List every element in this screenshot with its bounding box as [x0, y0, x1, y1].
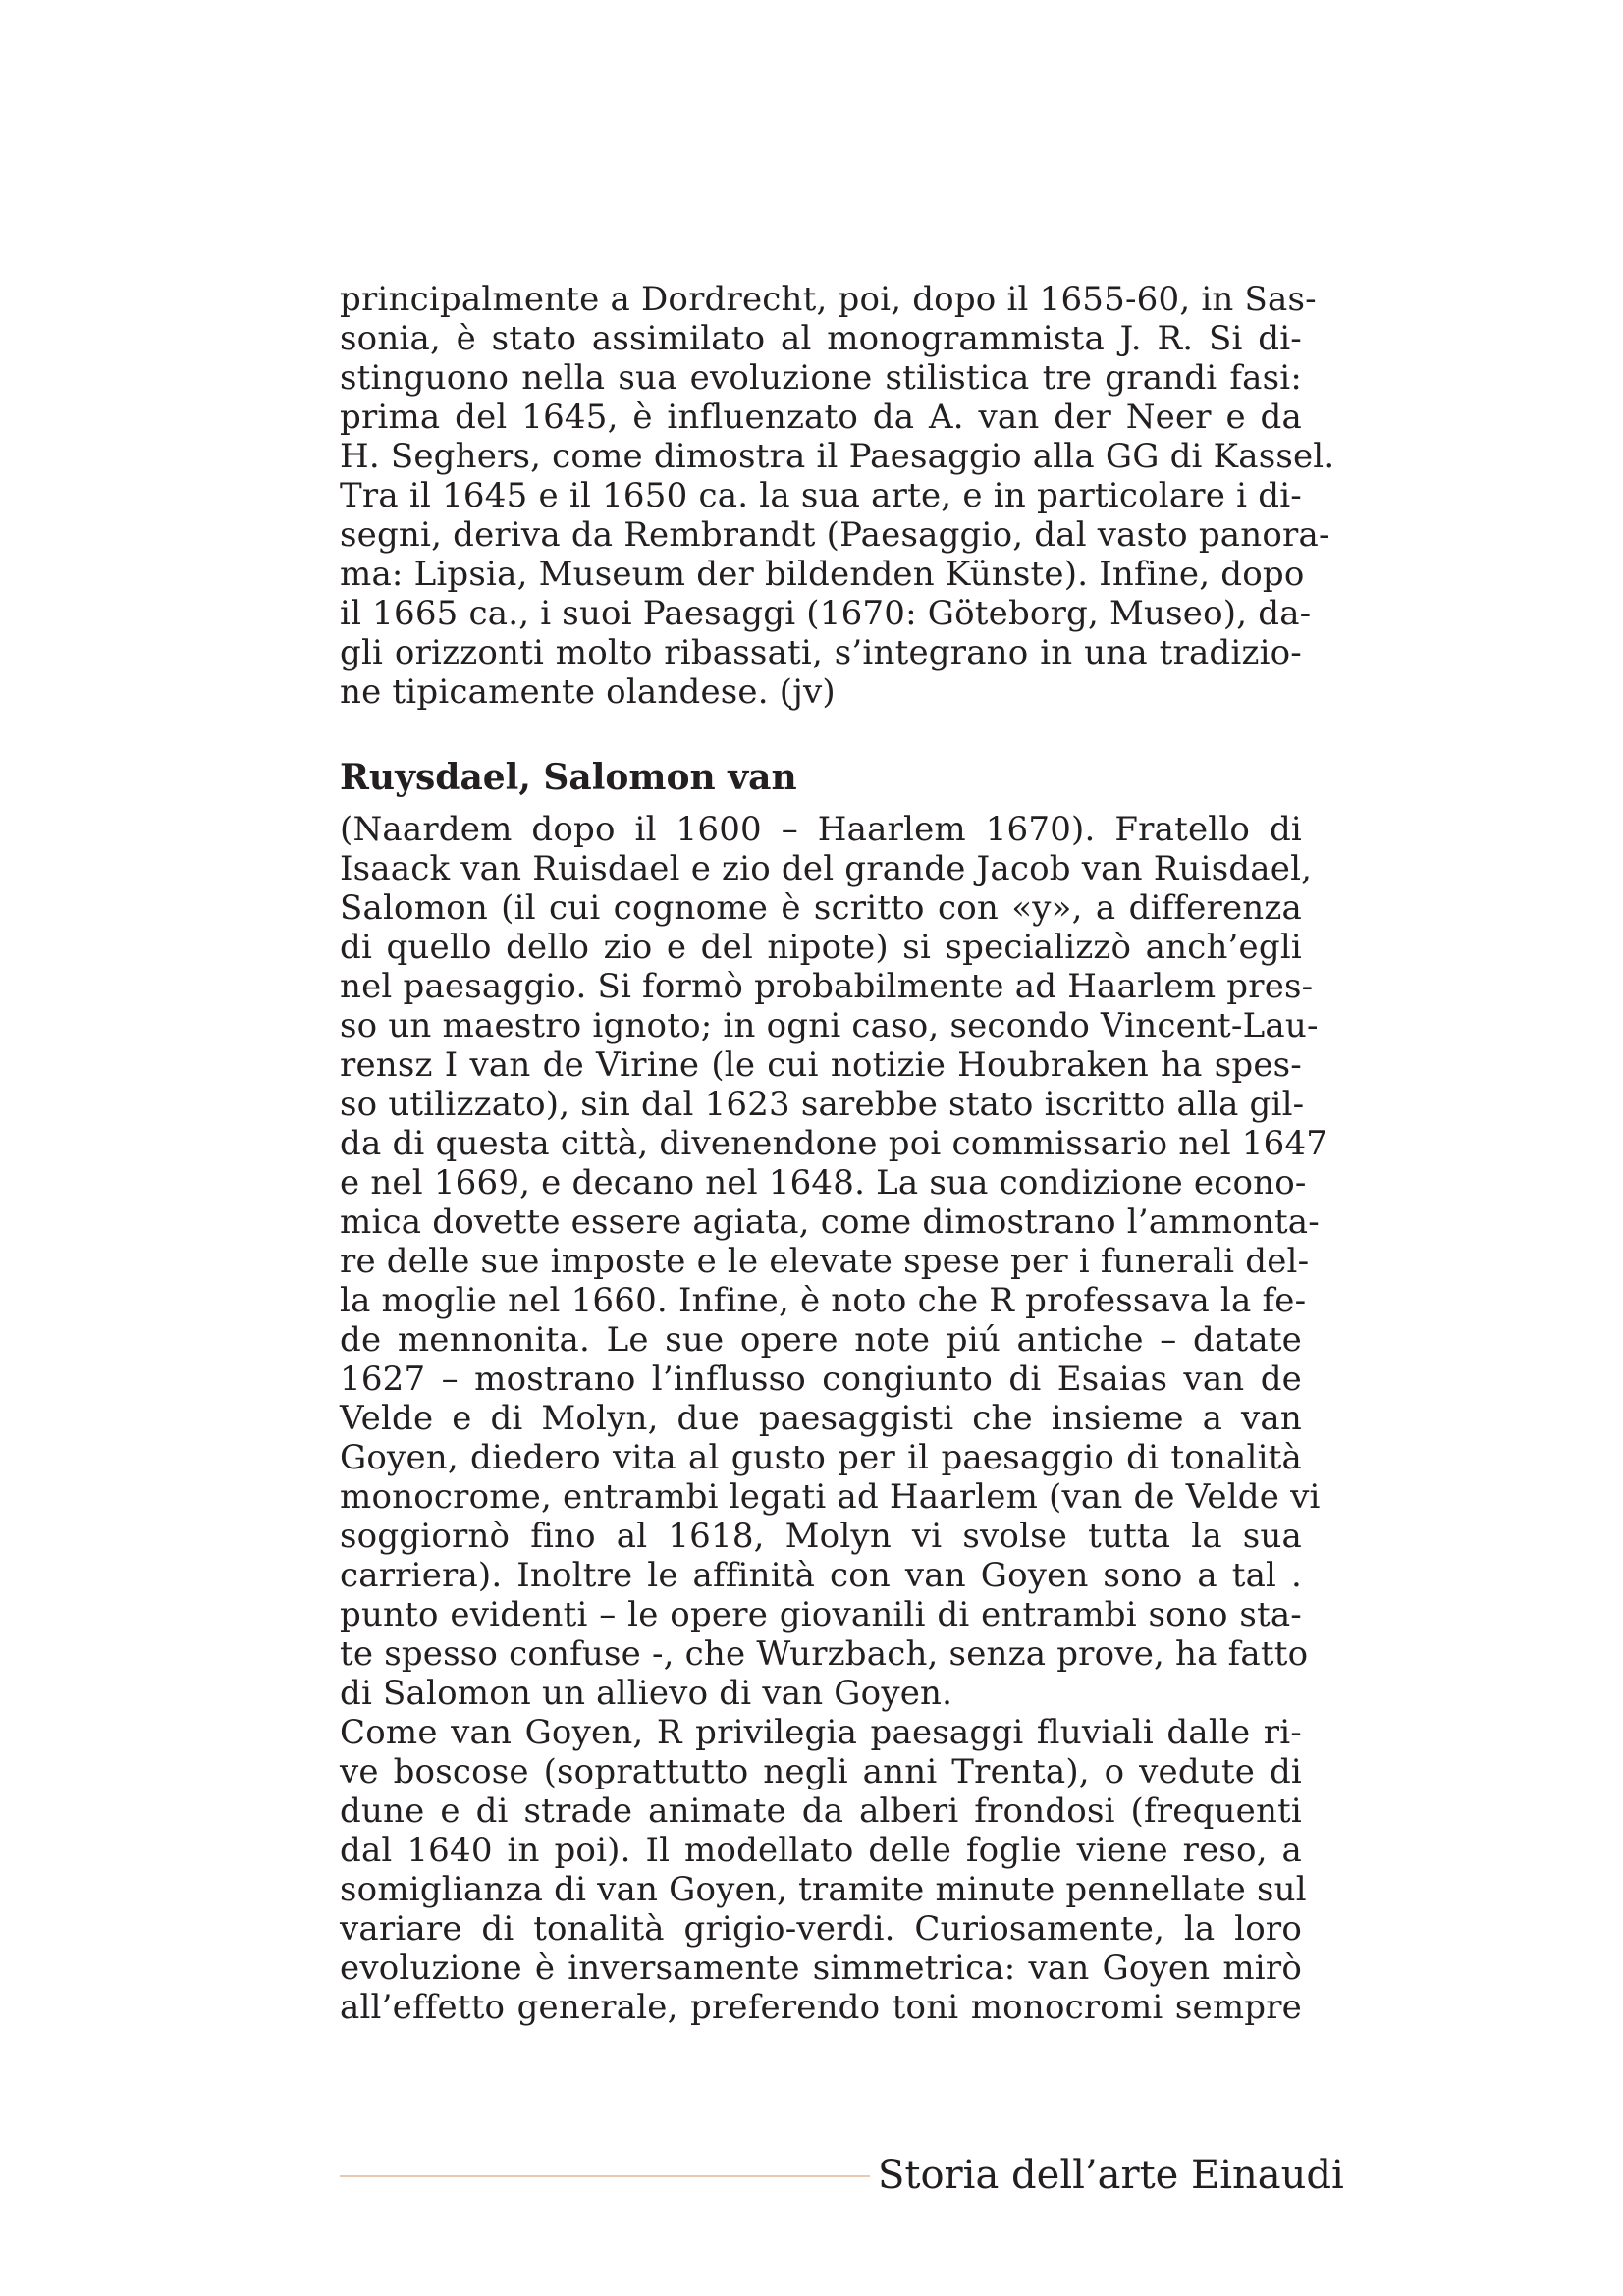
- text-line: Isaack van Ruisdael e zio del grande Jacob van Ruisdael,: [340, 849, 1313, 888]
- text-line: 1627 – mostrano l’influsso congiunto di Esaias van de: [340, 1360, 1302, 1399]
- text-line: mica dovette essere agiata, come dimostrano l’ammonta-: [340, 1202, 1320, 1242]
- text-line: ne tipicamente olandese. (jv): [340, 672, 836, 712]
- text-line: Come van Goyen, R privilegia paesaggi fluviali dalle ri-: [340, 1713, 1302, 1752]
- text-line: variare di tonalità grigio-verdi. Curiosamente, la loro: [340, 1909, 1302, 1949]
- text-line: Goyen, diedero vita al gusto per il paesaggio di tonalità: [340, 1438, 1302, 1477]
- text-line: punto evidenti – le opere giovanili di entrambi sono sta-: [340, 1595, 1302, 1634]
- text-line: rensz I van de Virine (le cui notizie Houbraken ha spes-: [340, 1045, 1302, 1085]
- text-line: la moglie nel 1660. Infine, è noto che R professava la fe-: [340, 1281, 1307, 1320]
- text-line: H. Seghers, come dimostra il Paesaggio alla GG di Kassel.: [340, 437, 1335, 476]
- footer-rule: [340, 2175, 870, 2177]
- text-line: te spesso confuse -, che Wurzbach, senza prove, ha fatto: [340, 1634, 1309, 1674]
- text-line: carriera). Inoltre le affinità con van Goyen sono a tal .: [340, 1556, 1302, 1595]
- text-line: monocrome, entrambi legati ad Haarlem (van de Velde vi: [340, 1477, 1321, 1517]
- text-line: sonia, è stato assimilato al monogrammista J. R. Si di-: [340, 319, 1302, 358]
- text-line: di Salomon un allievo di van Goyen.: [340, 1674, 953, 1713]
- text-line: di quello dello zio e del nipote) si specializzò anch’egli: [340, 928, 1302, 967]
- text-line: da di questa città, divenendone poi commissario nel 1647: [340, 1124, 1328, 1163]
- text-line: gli orizzonti molto ribassati, s’integrano in una tradizio-: [340, 633, 1302, 672]
- text-line: principalmente a Dordrecht, poi, dopo il 1655-60, in Sas-: [340, 280, 1317, 319]
- text-line: segni, deriva da Rembrandt (Paesaggio, dal vasto panora-: [340, 515, 1330, 555]
- text-line: (Naardem dopo il 1600 – Haarlem 1670). Fratello di: [340, 810, 1302, 849]
- text-line: dal 1640 in poi). Il modellato delle foglie viene reso, a: [340, 1831, 1302, 1870]
- text-line: evoluzione è inversamente simmetrica: van Goyen mirò: [340, 1949, 1302, 1988]
- entry-title: Ruysdael, Salomon van: [340, 757, 797, 798]
- text-line: stinguono nella sua evoluzione stilistica tre grandi fasi:: [340, 358, 1302, 398]
- text-line: soggiornò fino al 1618, Molyn vi svolse tutta la sua: [340, 1517, 1302, 1556]
- footer-publication-title: Storia dell’arte Einaudi: [878, 2153, 1344, 2198]
- text-line: re delle sue imposte e le elevate spese per i funerali del-: [340, 1242, 1310, 1281]
- text-line: Salomon (il cui cognome è scritto con «y», a differenza: [340, 888, 1302, 928]
- text-line: nel paesaggio. Si formò probabilmente ad Haarlem pres-: [340, 967, 1314, 1006]
- text-line: dune e di strade animate da alberi frondosi (frequenti: [340, 1791, 1302, 1831]
- text-line: somiglianza di van Goyen, tramite minute pennellate sul: [340, 1870, 1307, 1909]
- text-line: all’effetto generale, preferendo toni monocromi sempre: [340, 1988, 1302, 2027]
- text-line: prima del 1645, è influenzato da A. van der Neer e da: [340, 398, 1302, 437]
- text-line: so un maestro ignoto; in ogni caso, secondo Vincent-Lau-: [340, 1006, 1319, 1045]
- text-line: so utilizzato), sin dal 1623 sarebbe stato iscritto alla gil-: [340, 1085, 1305, 1124]
- text-line: il 1665 ca., i suoi Paesaggi (1670: Göteborg, Museo), da-: [340, 594, 1312, 633]
- text-line: de mennonita. Le sue opere note piú antiche – datate: [340, 1320, 1302, 1360]
- text-line: ve boscose (soprattutto negli anni Trenta), o vedute di: [340, 1752, 1302, 1791]
- text-line: Tra il 1645 e il 1650 ca. la sua arte, e in particolare i di-: [340, 476, 1302, 515]
- text-line: Velde e di Molyn, due paesaggisti che insieme a van: [340, 1399, 1302, 1438]
- text-line: e nel 1669, e decano nel 1648. La sua condizione econo-: [340, 1163, 1307, 1202]
- text-line: ma: Lipsia, Museum der bildenden Künste). Infine, dopo: [340, 555, 1305, 594]
